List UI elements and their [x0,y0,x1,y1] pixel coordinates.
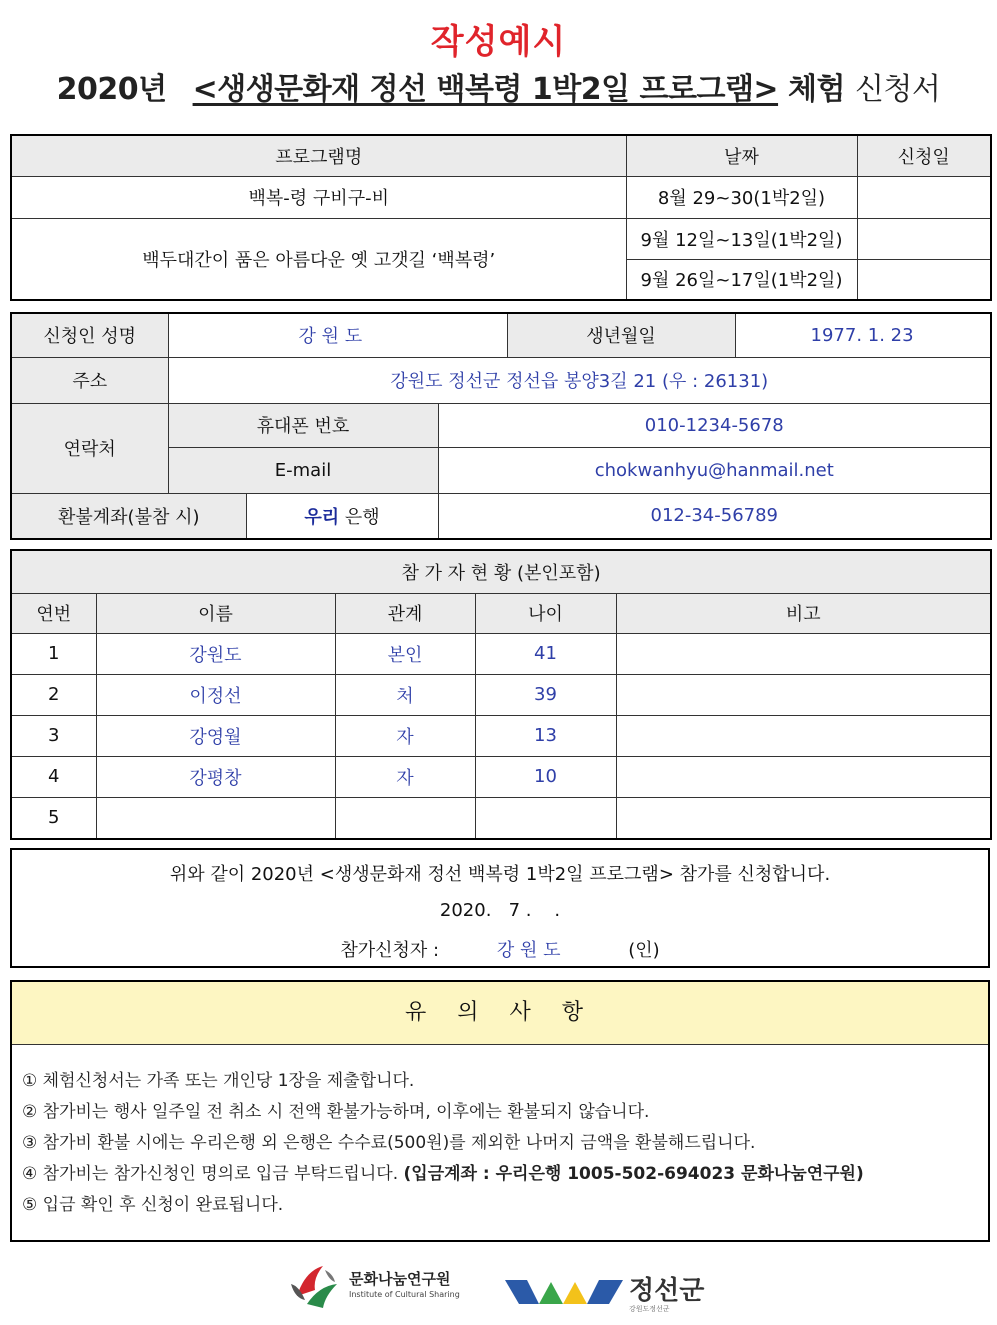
row-age[interactable]: 10 [475,756,616,797]
row-relation[interactable]: 처 [335,674,475,715]
phone-label: 휴대폰 번호 [168,403,438,447]
participants-table [10,549,992,840]
list-item: ⑤ 입금 확인 후 신청이 완료됩니다. [22,1195,284,1215]
apply-header: 신청일 [857,135,991,176]
applicant-name-field[interactable]: 강 원 도 [168,313,507,357]
jeongseon-logo [505,1268,720,1318]
apply-cell-1[interactable] [857,176,991,218]
notice-list [22,1066,982,1221]
county-name: 정선군 [629,1276,705,1306]
list-item: ② 참가비는 행사 일주일 전 취소 시 전액 환불가능하며, 이후에는 환불되지 않습니다. [22,1102,650,1122]
email-label: E-mail [168,447,438,493]
list-item: ③ 참가비 환불 시에는 우리은행 외 은행은 수수료(500원)를 제외한 나머지 금액을 환불해드립니다. [22,1133,756,1153]
notice-item-4: ④ 참가비는 참가신청인 명의로 입금 부탁드립니다. [22,1164,399,1184]
bank-suffix: 은행 [344,506,380,528]
row-note[interactable] [616,633,991,674]
date-header: 날짜 [626,135,857,176]
title-suffix-light: 신청서 [854,72,941,107]
program-name-2: 백두대간이 품은 아름다운 옛 고갯길 ‘백복령’ [11,218,626,300]
row-relation[interactable]: 본인 [335,633,475,674]
county-sub: 강원도정선군 [629,1305,670,1313]
row-name[interactable]: 이정선 [96,674,335,715]
refund-label: 환불계좌(불참 시) [11,493,246,539]
col-age-header: 나이 [475,593,616,633]
row-name[interactable]: 강평창 [96,756,335,797]
birth-label: 생년월일 [507,313,735,357]
address-field[interactable]: 강원도 정선군 정선읍 봉양3길 21 (우 : 26131) [168,357,991,403]
row-name[interactable] [96,797,335,839]
col-relation-header: 관계 [335,593,475,633]
declaration-date[interactable]: 2020. 7 . . [439,900,561,921]
row-no: 2 [11,674,96,715]
seal-mark: (인) [628,940,660,961]
col-name-header: 이름 [96,593,335,633]
program-table [10,134,992,301]
row-note[interactable] [616,674,991,715]
col-note-header: 비고 [616,593,991,633]
page-title [0,64,997,108]
row-name[interactable]: 강원도 [96,633,335,674]
declaration-box [10,848,990,968]
apply-cell-2[interactable] [857,218,991,259]
row-name[interactable]: 강영월 [96,715,335,756]
table-row [11,633,991,674]
bank-field[interactable] [246,493,438,539]
table-row [11,674,991,715]
applicant-table [10,312,992,540]
row-note[interactable] [616,756,991,797]
program-date-1: 8월 29~30(1박2일) [626,176,857,218]
birth-field[interactable]: 1977. 1. 23 [735,313,991,357]
org-name: 문화나눔연구원 [349,1270,451,1288]
jeongseon-emblem-icon [505,1274,625,1314]
table-row [11,797,991,839]
signer-name[interactable]: 강 원 도 [496,940,561,961]
row-age[interactable]: 39 [475,674,616,715]
signer-line [12,936,988,962]
example-label: 작성예시 [430,22,567,62]
applicant-name-label: 신청인 성명 [11,313,168,357]
row-age[interactable]: 41 [475,633,616,674]
culture-sharing-logo [285,1256,475,1316]
program-name-1: 백복-령 구비구-비 [11,176,626,218]
account-field[interactable]: 012-34-56789 [438,493,991,539]
participants-title: 참 가 자 현 황 (본인포함) [11,550,991,593]
row-no: 5 [11,797,96,839]
row-relation[interactable]: 자 [335,715,475,756]
org-sub: Institute of Cultural Sharing [349,1290,460,1299]
program-date-2: 9월 12일~13일(1박2일) [626,218,857,259]
row-relation[interactable] [335,797,475,839]
table-row [11,756,991,797]
row-relation[interactable]: 자 [335,756,475,797]
notice-box [10,980,990,1242]
bank-name: 우리 [304,506,340,528]
email-field[interactable]: chokwanhyu@hanmail.net [438,447,991,493]
deposit-account-note: (입금계좌 : 우리은행 1005-502-694023 문화나눔연구원) [403,1164,864,1184]
phone-field[interactable]: 010-1234-5678 [438,403,991,447]
title-program: <생생문화재 정선 백복령 1박2일 프로그램> [192,72,779,107]
list-item: ① 체험신청서는 가족 또는 개인당 1장을 제출합니다. [22,1071,415,1091]
signer-label: 참가신청자 : [340,940,440,961]
list-item [22,1159,982,1190]
row-age[interactable] [475,797,616,839]
col-no-header: 연번 [11,593,96,633]
row-no: 4 [11,756,96,797]
row-no: 3 [11,715,96,756]
notice-title: 유 의 사 항 [12,982,988,1045]
contact-label: 연락처 [11,403,168,493]
table-row [11,715,991,756]
culture-sharing-emblem-icon [285,1256,345,1316]
program-date-3: 9월 26일~17일(1박2일) [626,259,857,300]
title-suffix-bold: 체험 [788,72,845,107]
declaration-statement: 위와 같이 2020년 <생생문화재 정선 백복령 1박2일 프로그램> 참가를 신청합니다. [169,864,831,885]
row-no: 1 [11,633,96,674]
address-label: 주소 [11,357,168,403]
row-note[interactable] [616,797,991,839]
program-name-header: 프로그램명 [11,135,626,176]
title-year: 2020년 [56,72,167,107]
apply-cell-3[interactable] [857,259,991,300]
row-note[interactable] [616,715,991,756]
row-age[interactable]: 13 [475,715,616,756]
